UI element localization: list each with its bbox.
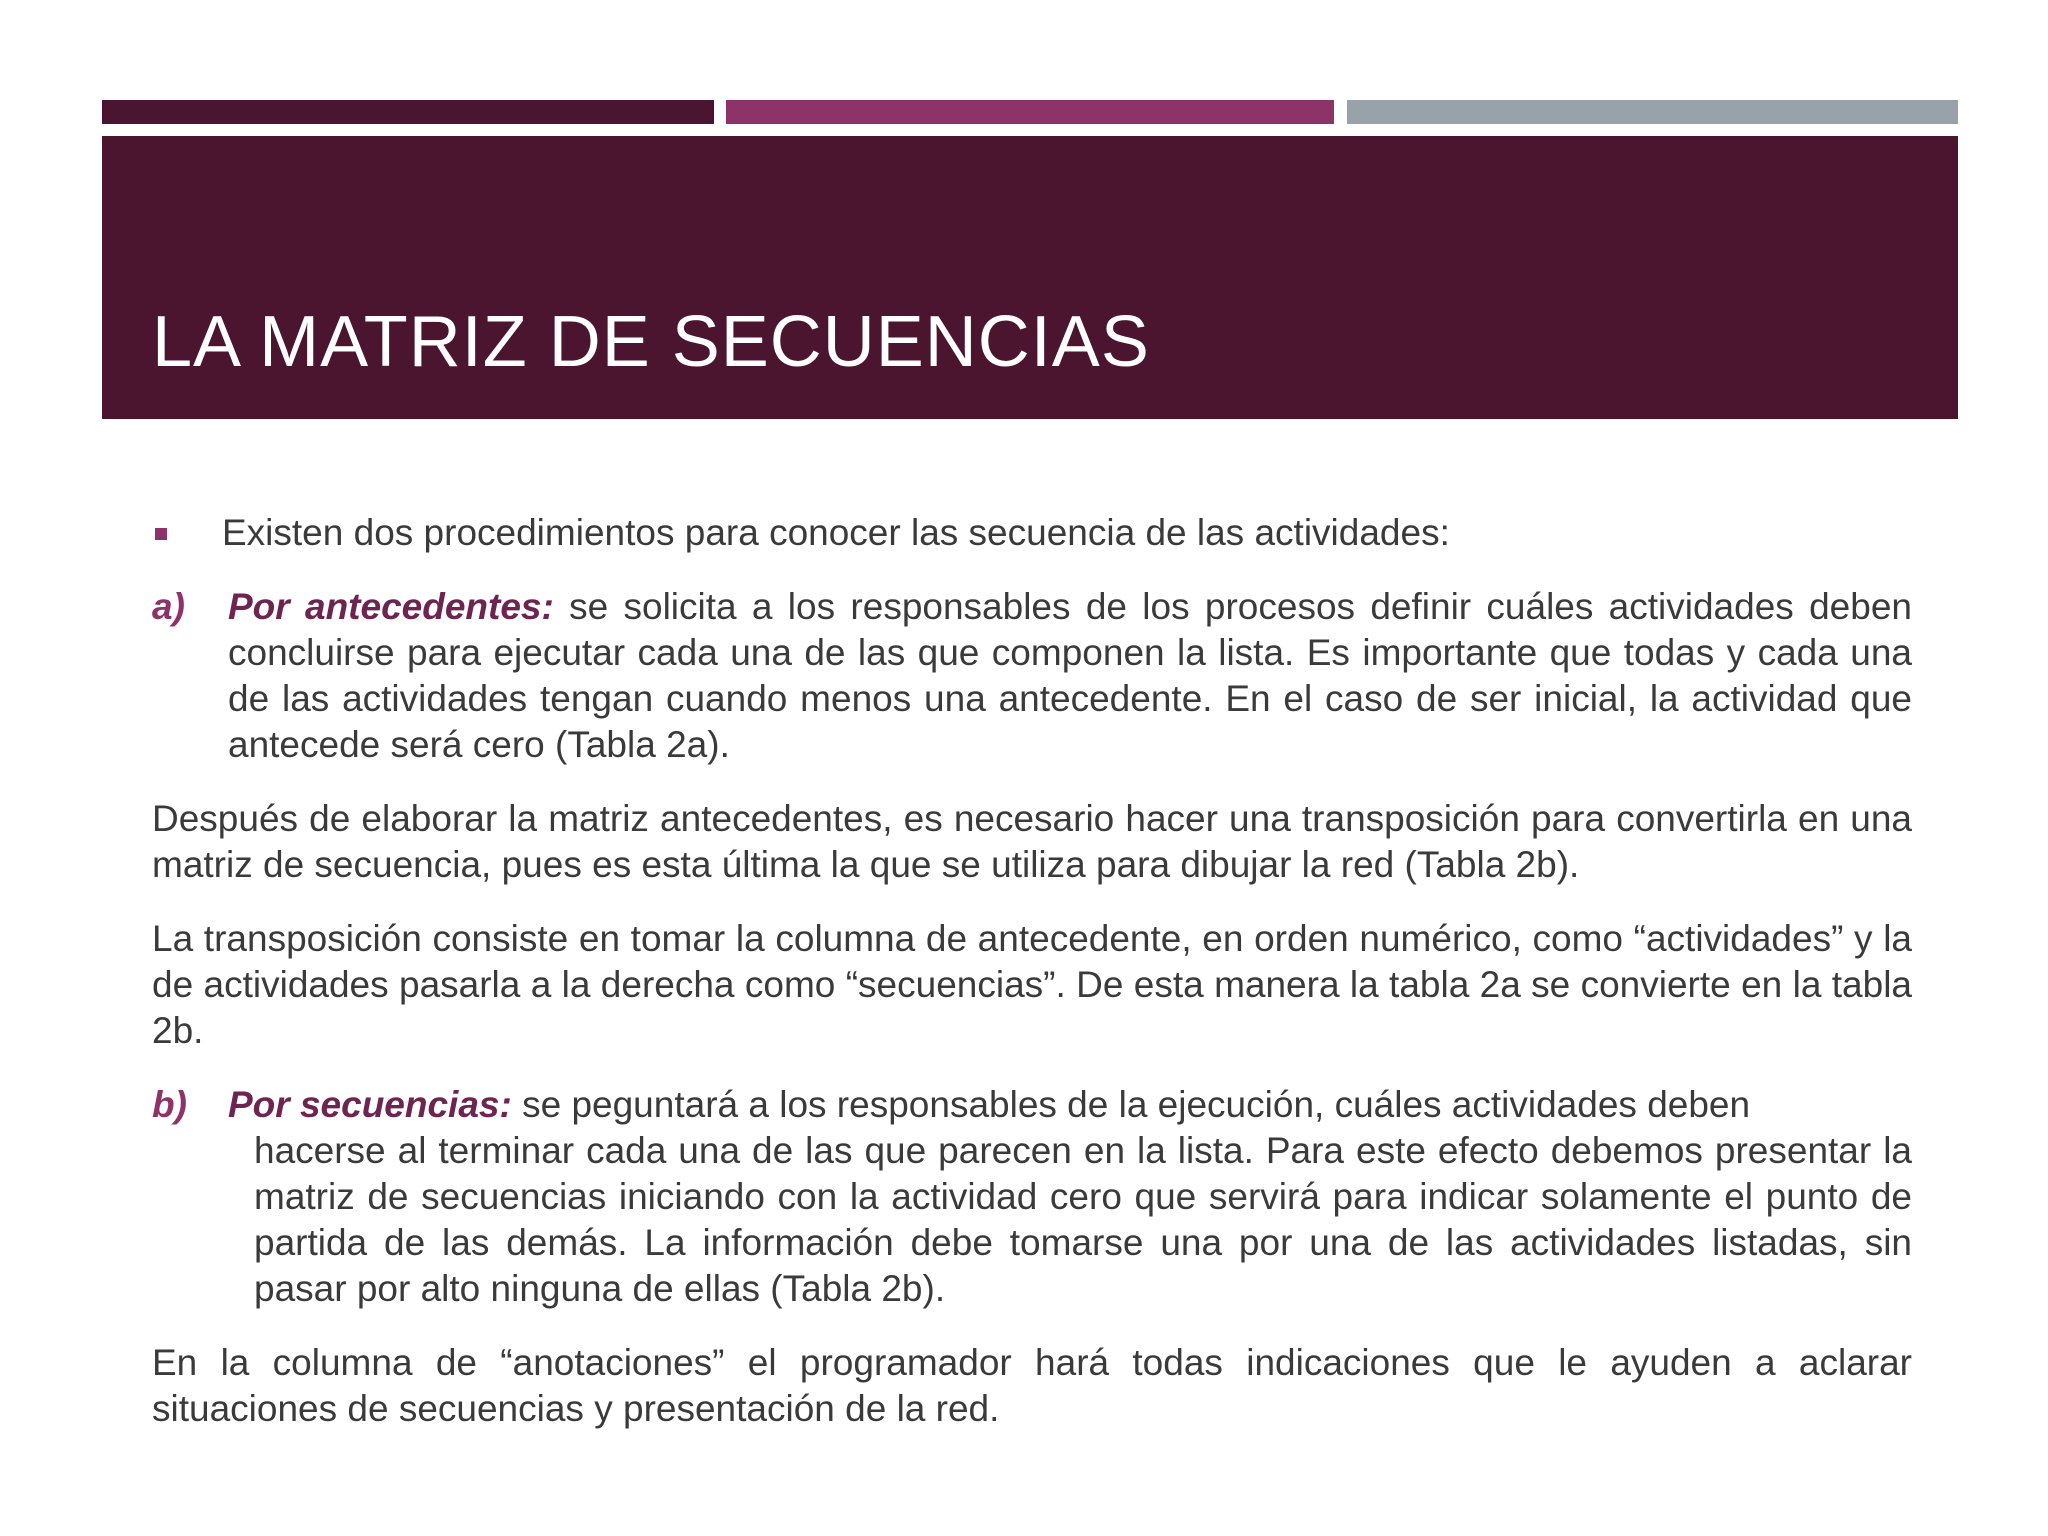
paragraph-transposition-detail: La transposición consiste en tomar la columna de antecedente, en orden numérico, como “actividades” y la de actividades pasarla a la derecha como “secuencias”. De esta manera la tabla 2a se convierte en la tabla 2b.: [152, 918, 1912, 1051]
item-a-lead: Por antecedentes:: [228, 586, 554, 627]
item-b-first-line: se peguntará a los responsables de la ejecución, cuáles actividades deben: [511, 1084, 1751, 1125]
top-stripe-dark: [102, 100, 714, 124]
list-item-a: [152, 584, 1912, 768]
intro-bullet: [152, 510, 1912, 556]
item-b-lead: Por secuencias:: [228, 1084, 512, 1125]
list-item-b: [152, 1082, 1912, 1312]
slide-title: LA MATRIZ DE SECUENCIAS: [152, 302, 1150, 382]
item-a-text: se solicita a los responsables de los procesos definir cuáles actividades deben concluirse para ejecutar cada una de las que componen la lista. Es importante que todas y cada una de las actividades tengan cuando menos una antecedente. En el caso de ser inicial, la actividad que antecede será cero (Tabla 2a).: [228, 586, 1912, 765]
top-stripe-magenta: [726, 100, 1334, 124]
top-stripe-gray: [1347, 100, 1958, 124]
square-bullet-icon: [155, 528, 167, 540]
intro-bullet-text: Existen dos procedimientos para conocer las secuencia de las actividades:: [222, 512, 1450, 553]
list-marker-b: b): [152, 1084, 187, 1125]
slide-content: [152, 510, 1912, 1460]
title-bar: [102, 136, 1958, 419]
item-b-text: hacerse al terminar cada una de las que parecen en la lista. Para este efecto debemos presentar la matriz de secuencias iniciando con la actividad cero que servirá para indicar solamente el punto de partida de las demás. La información debe tomarse una por una de las actividades listadas, sin pasar por alto ninguna de ellas (Tabla 2b).: [254, 1130, 1912, 1309]
paragraph-annotations: En la columna de “anotaciones” el programador hará todas indicaciones que le ayuden a aclarar situaciones de secuencias y presentación de la red.: [152, 1342, 1912, 1429]
list-marker-a: a): [152, 586, 185, 627]
paragraph-transposition-intro: Después de elaborar la matriz antecedentes, es necesario hacer una transposición para convertirla en una matriz de secuencia, pues es esta última la que se utiliza para dibujar la red (Tabla 2b).: [152, 798, 1912, 885]
